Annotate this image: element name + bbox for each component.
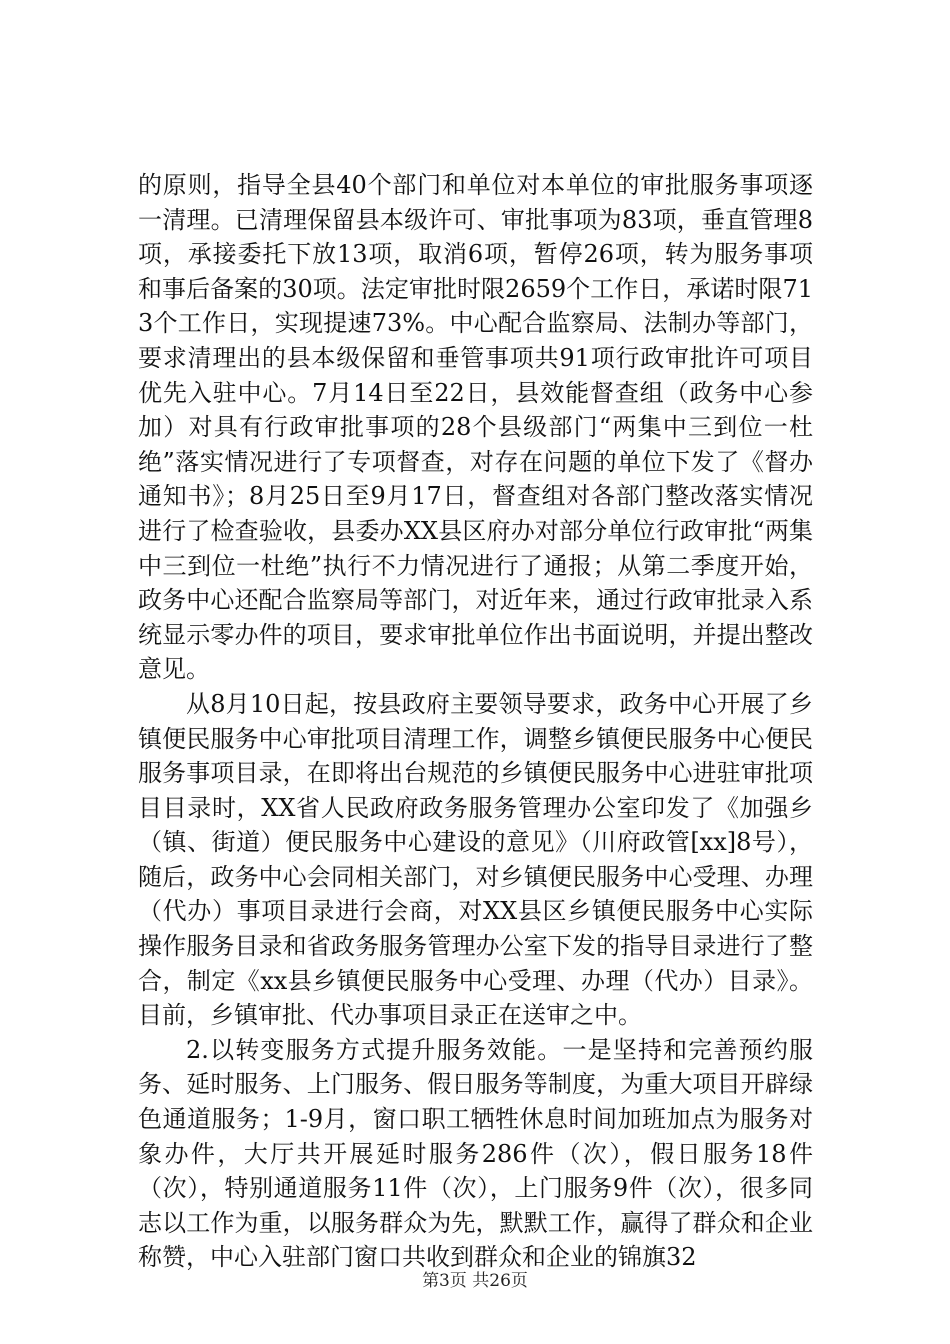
paragraph-1: 的原则，指导全县40个部门和单位对本单位的审批服务事项逐一清理。已清理保留县本级许可、审批事项为83项，垂直管理8项，承接委托下放13项，取消6项，暂停26项，转为服务事项和事后备案的30项。法定审批时限2659个工作日，承诺时限713个工作日，实现提速73%。中心配合监察局、法制办等部门，要求清理出的县本级保留和垂管事项共91项行政审批许可项目优先入驻中心。7月14日至22日，县效能督查组（政务中心参加）对具有行政审批事项的28个县级部门“两集中三到位一杜绝”落实情况进行了专项督查，对存在问题的单位下发了《督办通知书》；8月25日至9月17日，督查组对各部门整改落实情况进行了检查验收，县委办XX县区府办对部分单位行政审批“两集中三到位一杜绝”执行不力情况进行了通报；从第二季度开始，政务中心还配合监察局等部门，对近年来，通过行政审批录入系统显示零办件的项目，要求审批单位作出书面说明，并提出整改意见。 bbox=[138, 171, 813, 684]
paragraph-3: 2.以转变服务方式提升服务效能。一是坚持和完善预约服务、延时服务、上门服务、假日服务等制度，为重大项目开辟绿色通道服务；1-9月，窗口职工牺牲休息时间加班加点为服务对象办件，大厅共开展延时服务286件（次），假日服务18件（次），特别通道服务11件（次），上门服务9件（次），很多同志以工作为重，以服务群众为先，默默工作，赢得了群众和企业称赞，中心入驻部门窗口共收到群众和企业的锦旗32 bbox=[138, 1035, 813, 1272]
paragraph-2: 从8月10日起，按县政府主要领导要求，政务中心开展了乡镇便民服务中心审批项目清理工作，调整乡镇便民服务中心便民服务事项目录，在即将出台规范的乡镇便民服务中心进驻审批项目目录时，XX省人民政府政务服务管理办公室印发了《加强乡（镇、街道）便民服务中心建设的意见》（川府政管[xx]8号），随后，政务中心会同相关部门，对乡镇便民服务中心受理、办理（代办）事项目录进行会商，对XX县区乡镇便民服务中心实际操作服务目录和省政务服务管理办公室下发的指导目录进行了整合，制定《xx县乡镇便民服务中心受理、办理（代办）目录》。目前，乡镇审批、代办事项目录正在送审之中。 bbox=[138, 689, 813, 1030]
body-text bbox=[138, 168, 813, 1275]
page-footer: 第3页 共26页 bbox=[422, 1271, 528, 1291]
